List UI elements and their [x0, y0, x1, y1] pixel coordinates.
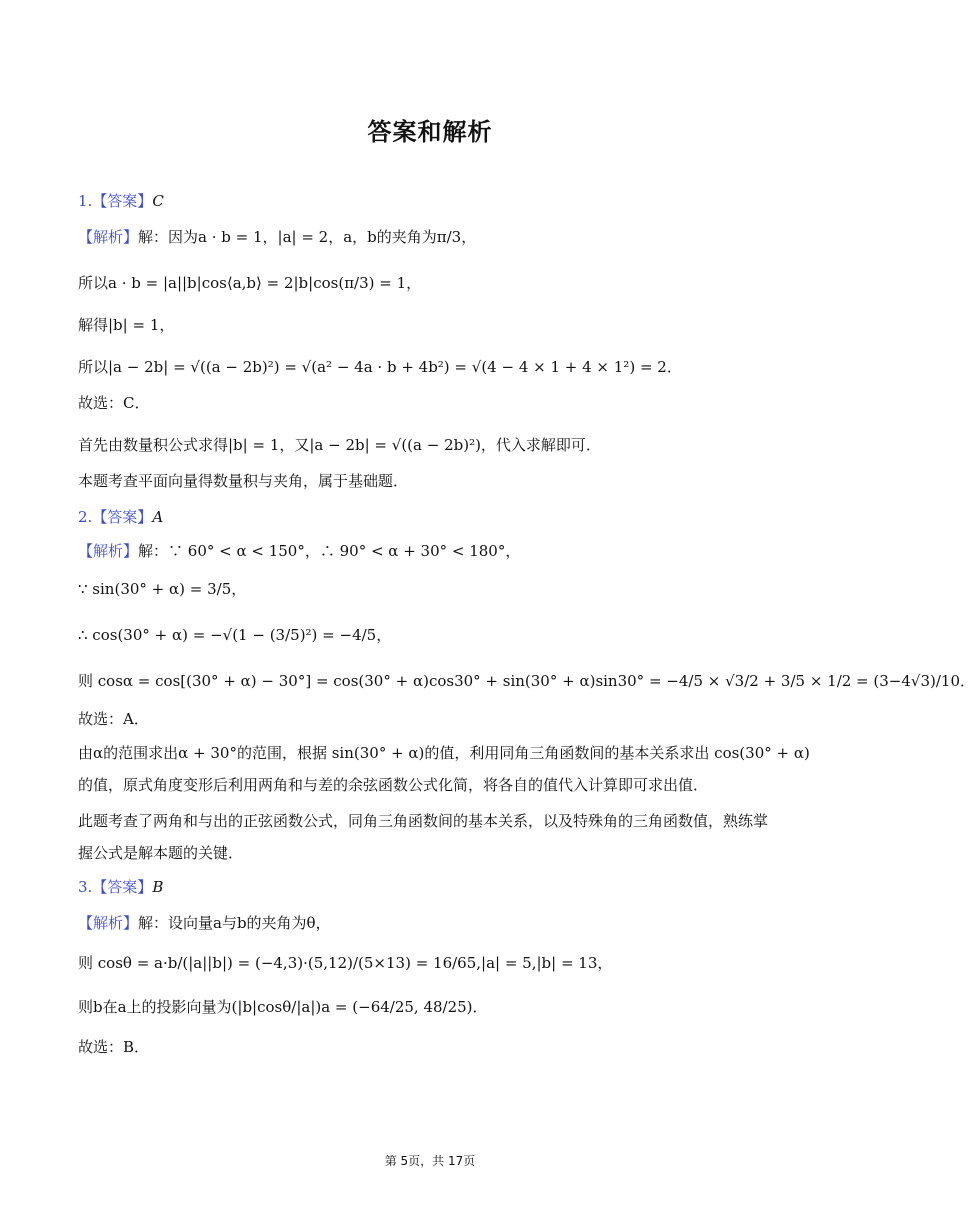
- q1-text-1: 解：因为a · b = 1，|a| = 2，a，b的夹角为π/3，: [138, 228, 477, 246]
- q1-line-3: 解得|b| = 1，: [78, 316, 175, 334]
- q3-line-3: 则b在a上的投影向量为(|b|cosθ/|a|)a = (−64/25, 48/25)．: [78, 998, 488, 1016]
- q2-line-8: 此题考查了两角和与出的正弦函数公式，同角三角函数间的基本关系，以及特殊角的三角函数值，熟练掌: [78, 812, 769, 830]
- q1-line-6: 首先由数量积公式求得|b| = 1，又|a − 2b| = √((a − 2b)²)，代入求解即可．: [78, 436, 601, 454]
- q2-analysis-line-1: [78, 540, 520, 562]
- q3-text-1: 解：设向量a与b的夹角为θ，: [138, 914, 331, 932]
- q3-answer-line: [78, 876, 163, 898]
- q1-line-2: 所以a · b = |a||b|cos⟨a,b⟩ = 2|b|cos(π/3) = 1，: [78, 274, 422, 292]
- q2-answer: A: [152, 508, 164, 526]
- q3-answer-label: 3.【答案】: [78, 878, 153, 896]
- q1-analysis-line-1: [78, 226, 476, 248]
- q1-answer: C: [152, 192, 164, 210]
- q2-text-1: 解：∵ 60° < α < 150°，∴ 90° < α + 30° < 180°，: [138, 542, 521, 560]
- q1-line-5: 故选：C．: [78, 394, 150, 412]
- q1-answer-line: [78, 190, 164, 212]
- q3-answer: B: [152, 878, 164, 896]
- q2-line-5: 故选：A．: [78, 710, 149, 728]
- q2-answer-label: 2.【答案】: [78, 508, 153, 526]
- q2-line-4: 则 cosα = cos[(30° + α) − 30°] = cos(30° + α)cos30° + sin(30° + α)sin30° = −4/5 × √3/2 + 3/5 × 1/2 = (3−4√3)/10．: [78, 672, 975, 690]
- q2-line-3: ∴ cos(30° + α) = −√(1 − (3/5)²) = −4/5，: [78, 626, 392, 644]
- q2-line-7: 的值，原式角度变形后利用两角和与差的余弦函数公式化简，将各自的值代入计算即可求出值．: [78, 776, 709, 794]
- q3-line-2: 则 cosθ = a·b/(|a||b|) = (−4,3)·(5,12)/(5×13) = 16/65,|a| = 5,|b| = 13，: [78, 954, 613, 972]
- q1-analysis-label: 【解析】: [78, 228, 139, 246]
- q1-answer-label: 1.【答案】: [78, 192, 153, 210]
- q2-answer-line: [78, 506, 163, 528]
- q3-analysis-label: 【解析】: [78, 914, 139, 932]
- q1-line-7: 本题考查平面向量得数量积与夹角，属于基础题．: [78, 472, 409, 490]
- q2-line-2: ∵ sin(30° + α) = 3/5，: [78, 580, 247, 598]
- q1-line-4: 所以|a − 2b| = √((a − 2b)²) = √(a² − 4a · b + 4b²) = √(4 − 4 × 1 + 4 × 1²) = 2．: [78, 358, 682, 376]
- page-title: 答案和解析: [367, 118, 493, 146]
- q3-line-4: 故选：B．: [78, 1038, 150, 1056]
- q2-line-6: 由α的范围求出α + 30°的范围，根据 sin(30° + α)的值，利用同角三角函数间的基本关系求出 cos(30° + α): [78, 744, 810, 762]
- q3-analysis-line-1: [78, 912, 331, 934]
- q2-line-9: 握公式是解本题的关键．: [78, 844, 244, 862]
- page-footer: 第 5页，共 17页: [384, 1154, 476, 1168]
- q2-analysis-label: 【解析】: [78, 542, 139, 560]
